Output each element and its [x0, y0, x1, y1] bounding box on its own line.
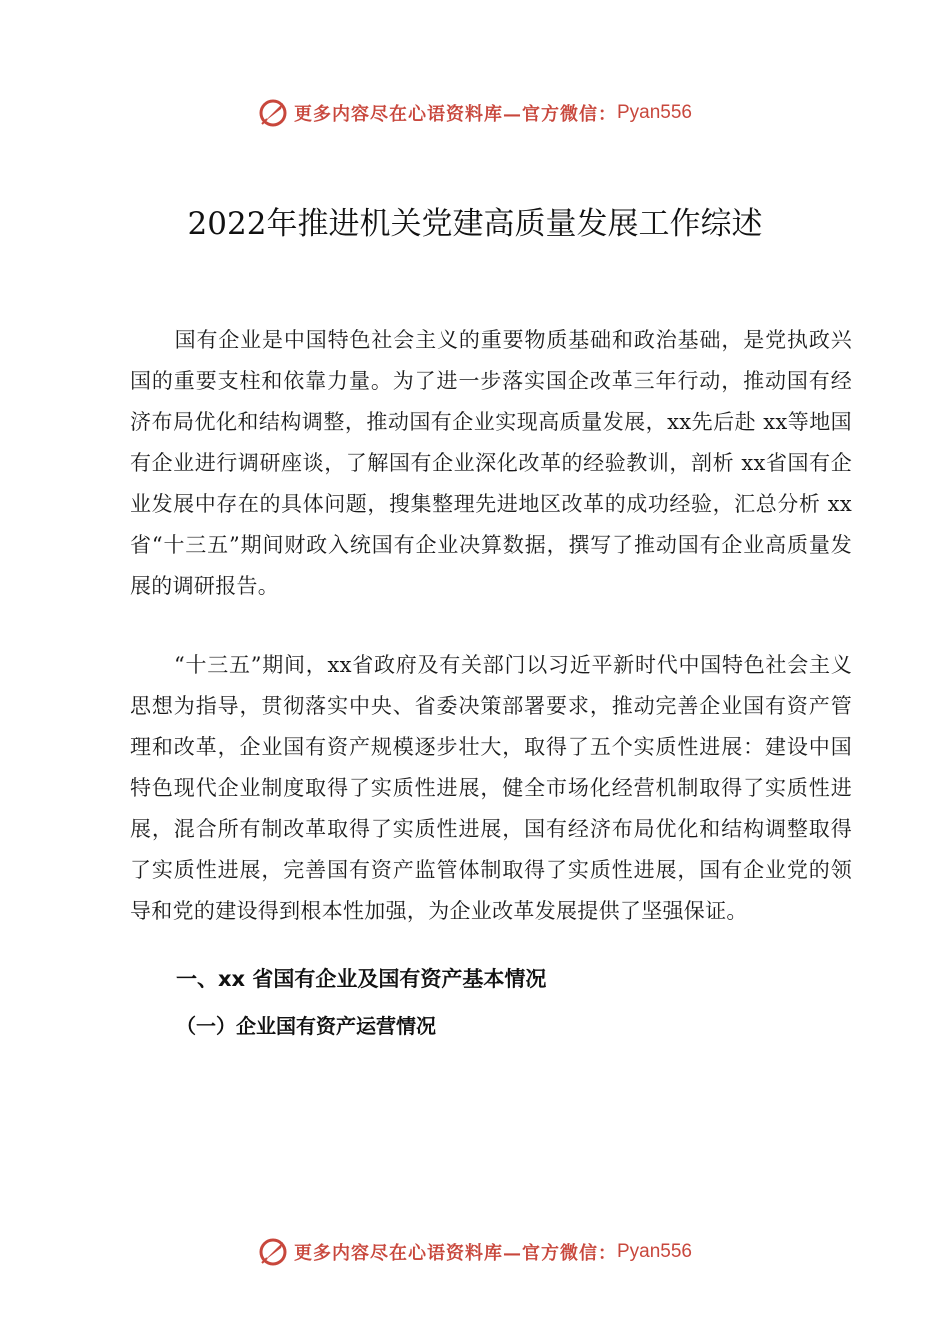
paragraph-1-text: 国有企业是中国特色社会主义的重要物质基础和政治基础，是党执政兴国的重要支柱和依靠力量。为了进一步落实国企改革三年行动，推动国有经济布局优化和结构调整，推动国有企业实现高质量发展，xx先后赴 xx等地国有企业进行调研座谈，了解国有企业深化改革的经验教训，剖析 xx省国有企业发展中存在的具体问题，搜集整理先进地区改革的成功经验，汇总分析 xx省“十三五”期间财政入统国有企业决算数据，撰写了推动国有企业高质量发展的调研报告。: [130, 328, 852, 598]
paragraph-2: [130, 645, 852, 932]
footer-banner: [0, 1232, 950, 1272]
banner-text: 更多内容尽在心语资料库—官方微信：: [293, 1243, 617, 1264]
paragraph-2-text: “十三五”期间，xx省政府及有关部门以习近平新时代中国特色社会主义思想为指导，贯彻落实中央、省委决策部署要求，推动完善企业国有资产管理和改革，企业国有资产规模逐步壮大，取得了五个实质性进展：建设中国特色现代企业制度取得了实质性进展，健全市场化经营机制取得了实质性进展，混合所有制改革取得了实质性进展，国有经济布局优化和结构调整取得了实质性进展，完善国有资产监管体制取得了实质性进展，国有企业党的领导和党的建设得到根本性加强，为企业改革发展提供了坚强保证。: [130, 653, 852, 923]
section-heading-1: 一、xx 省国有企业及国有资产基本情况: [176, 967, 547, 991]
paragraph-1: [130, 320, 852, 607]
subsection-heading-1: （一）企业国有资产运营情况: [176, 1014, 436, 1038]
wechat-id: Pyan556: [616, 1241, 692, 1262]
quill-pen-logo-icon: [258, 98, 288, 128]
document-title: 2022年推进机关党建高质量发展工作综述: [187, 206, 763, 242]
banner-text: 更多内容尽在心语资料库—官方微信：: [293, 104, 617, 125]
quill-pen-logo-icon: [258, 1237, 288, 1267]
header-banner: [0, 93, 950, 133]
wechat-id: Pyan556: [616, 102, 692, 123]
